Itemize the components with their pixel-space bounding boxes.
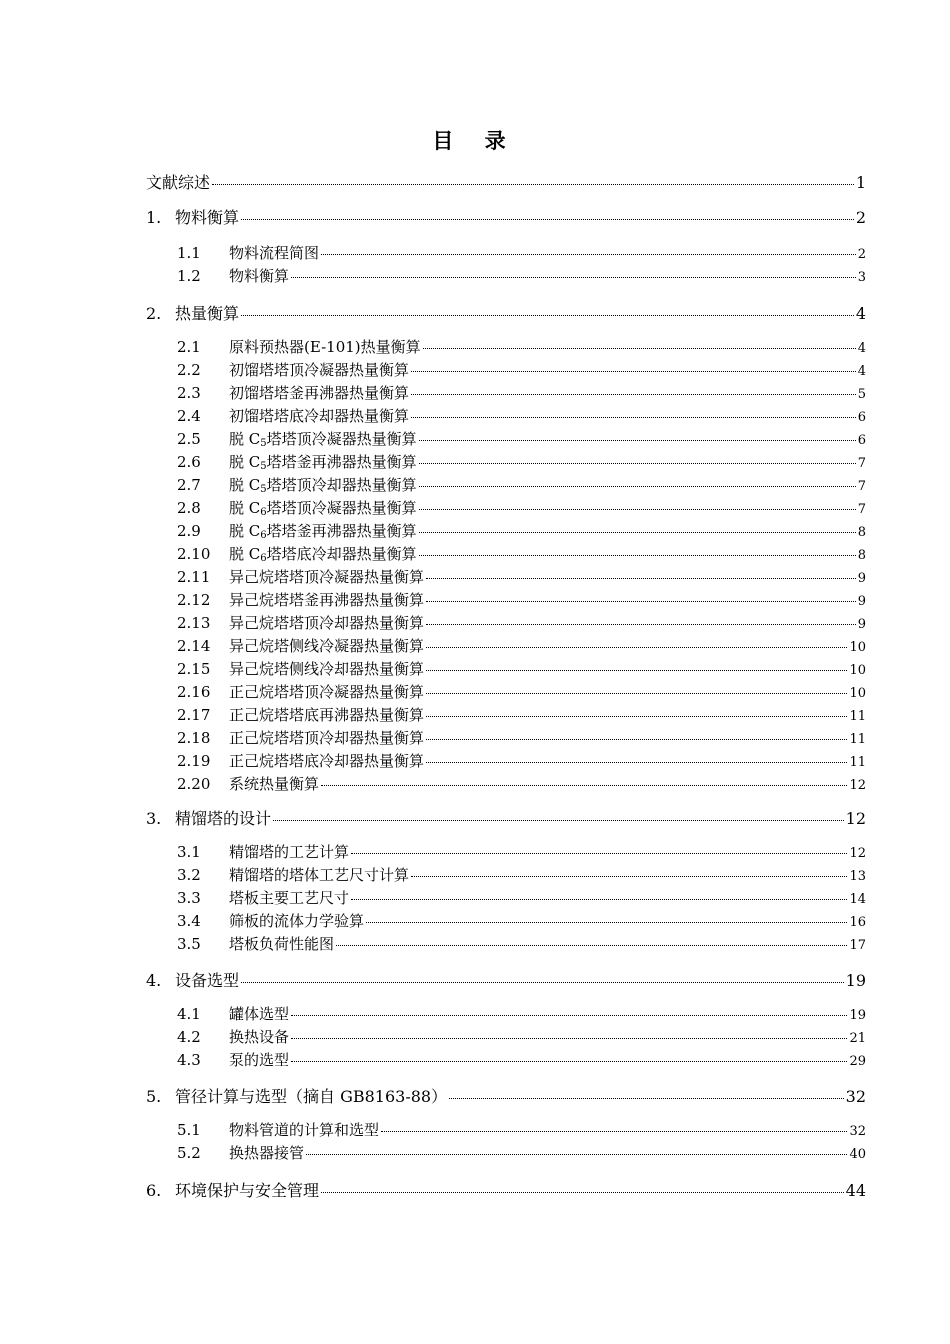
toc-number: 2.6 [177,453,201,471]
dot-leader [321,1192,844,1193]
toc-section[interactable] [177,1026,866,1047]
toc-page-number: 4 [855,304,866,323]
dot-leader [419,555,856,556]
toc-label: 脱 $C_6$塔塔顶冷凝器热量衡算 [229,499,417,518]
toc-page-number: 7 [857,456,866,471]
toc-label: 初馏塔塔顶冷凝器热量衡算 [229,361,410,379]
toc-label: 脱 $C_5$塔塔釜再沸器热量衡算 [229,453,417,472]
toc-number: 3.2 [177,866,201,884]
toc-number: 1. [146,208,162,227]
toc-page-number: 5 [857,387,866,402]
dot-leader [291,1061,847,1062]
dot-leader [426,624,856,625]
toc-number: 4.2 [177,1028,201,1046]
toc-number: 1.1 [177,244,201,262]
toc-label: 系统热量衡算 [229,775,320,793]
toc-chapter[interactable] [146,806,866,829]
toc-label: 筛板的流体力学验算 [229,912,365,930]
toc-section[interactable] [177,589,866,610]
toc-section[interactable] [177,336,866,357]
dot-leader [273,820,844,821]
toc-title: 目 录 [432,128,518,153]
toc-number: 4.3 [177,1051,201,1069]
dot-leader [366,922,847,923]
toc-label: 异己烷塔塔顶冷却器热量衡算 [229,614,425,632]
toc-page-number: 2 [855,208,866,227]
toc-page-number: 10 [849,663,866,678]
toc-label: 正己烷塔塔底冷却器热量衡算 [229,752,425,770]
dot-leader [291,277,856,278]
toc-page-number: 44 [845,1181,866,1200]
subscript: 6 [260,553,267,564]
toc-label: 物料衡算 [229,267,290,285]
toc-label: 热量衡算 [175,304,240,323]
toc-number: 2.18 [177,729,211,747]
toc-page-number: 10 [849,640,866,655]
toc-number: 2.7 [177,476,201,494]
dot-leader [419,509,856,510]
toc-section[interactable] [177,727,866,748]
toc-page-number: 12 [849,846,866,861]
toc-label: 罐体选型 [229,1005,290,1023]
toc-section[interactable] [177,265,866,286]
toc-number: 2.19 [177,752,211,770]
toc-number: 2.10 [177,545,211,563]
subscript: 5 [260,484,267,495]
subscript: 5 [260,461,267,472]
toc-label: 精馏塔的工艺计算 [229,843,350,861]
dot-leader [419,463,856,464]
toc-number: 4. [146,971,162,990]
toc-label: 物料衡算 [175,208,240,227]
toc-label: 物料流程简图 [229,244,320,262]
toc-page-number: 4 [857,341,866,356]
dot-leader [351,899,847,900]
dot-leader [306,1154,847,1155]
toc-label: 脱 $C_6$塔塔釜再沸器热量衡算 [229,522,417,541]
toc-section[interactable] [177,910,866,931]
toc-section[interactable] [177,658,866,679]
toc-chapter[interactable] [146,968,866,991]
dot-leader [449,1098,844,1099]
subscript: 5 [260,438,267,449]
subscript: 6 [260,507,267,518]
dot-leader [426,739,847,740]
toc-page-number: 19 [849,1008,866,1023]
dot-leader [419,532,856,533]
subscript: 6 [260,530,267,541]
dot-leader [426,670,847,671]
toc-label: 物料管道的计算和选型 [229,1121,380,1139]
toc-chapter[interactable] [146,1178,866,1201]
toc-number: 4.1 [177,1005,201,1023]
toc-section[interactable] [177,520,866,541]
toc-number: 2.5 [177,430,201,448]
toc-page-number: 32 [849,1124,866,1139]
dot-leader [426,578,856,579]
toc-label: 脱 $C_5$塔塔顶冷却器热量衡算 [229,476,417,495]
toc-number: 2.14 [177,637,211,655]
toc-label: 塔板负荷性能图 [229,935,335,953]
toc-section[interactable] [177,242,866,263]
dot-leader [291,1015,847,1016]
toc-number: 5. [146,1087,162,1106]
toc-label: 脱 $C_6$塔塔底冷却器热量衡算 [229,545,417,564]
toc-section[interactable] [177,841,866,862]
dot-leader [426,601,856,602]
dot-leader [241,219,854,220]
toc-page-number: 16 [849,915,866,930]
toc-section[interactable] [177,1119,866,1140]
toc-page-number: 9 [857,594,866,609]
dot-leader [336,945,847,946]
dot-leader [321,254,856,255]
toc-section[interactable] [177,1142,866,1163]
dot-leader [212,184,854,185]
toc-page-number: 13 [849,869,866,884]
toc-section[interactable] [177,1003,866,1024]
toc-number: 3.5 [177,935,201,953]
toc-label: 精馏塔的塔体工艺尺寸计算 [229,866,410,884]
toc-section[interactable] [177,543,866,564]
toc-chapter[interactable] [146,205,866,228]
toc-number: 1.2 [177,267,201,285]
toc-number: 3. [146,809,162,828]
toc-label: 正己烷塔塔顶冷凝器热量衡算 [229,683,425,701]
toc-section[interactable] [177,566,866,587]
dot-leader [411,371,856,372]
toc-label: 原料预热器(E-101)热量衡算 [229,338,421,356]
toc-label: 异己烷塔塔顶冷凝器热量衡算 [229,568,425,586]
toc-number: 2.8 [177,499,201,517]
toc-label: 异己烷塔侧线冷却器热量衡算 [229,660,425,678]
toc-label: 正己烷塔塔顶冷却器热量衡算 [229,729,425,747]
toc-number: 5.2 [177,1144,201,1162]
toc-page-number: 17 [849,938,866,953]
toc-section[interactable] [177,1049,866,1070]
toc-section[interactable] [177,428,866,449]
toc-label: 塔板主要工艺尺寸 [229,889,350,907]
toc-section[interactable] [177,612,866,633]
toc-page-number: 8 [857,525,866,540]
toc-page-number: 2 [857,247,866,262]
toc-number: 2.3 [177,384,201,402]
dot-leader [321,785,847,786]
toc-section[interactable] [177,451,866,472]
toc-number: 2.13 [177,614,211,632]
toc-label: 换热器接管 [229,1144,305,1162]
dot-leader [426,762,847,763]
toc-section[interactable] [177,382,866,403]
toc-number: 3.1 [177,843,201,861]
toc-label: 脱 $C_5$塔塔顶冷凝器热量衡算 [229,430,417,449]
toc-page-number: 9 [857,617,866,632]
dot-leader [423,348,856,349]
toc-label: 正己烷塔塔底再沸器热量衡算 [229,706,425,724]
dot-leader [291,1038,847,1039]
toc-section[interactable] [177,359,866,380]
toc-page-number: 4 [857,364,866,379]
toc-chapter[interactable] [146,1084,866,1107]
dot-leader [381,1131,847,1132]
toc-page-number: 40 [849,1147,866,1162]
dot-leader [241,982,844,983]
toc-section[interactable] [177,933,866,954]
toc-page-number: 7 [857,479,866,494]
toc-section[interactable] [177,474,866,495]
toc-label: 初馏塔塔底冷却器热量衡算 [229,407,410,425]
toc-page-number: 1 [855,173,866,192]
toc-page-number: 7 [857,502,866,517]
toc-page-number: 3 [857,270,866,285]
toc-page-number: 6 [857,433,866,448]
toc-number: 2.9 [177,522,201,540]
toc-label: 文献综述 [146,173,211,192]
toc-page-number: 6 [857,410,866,425]
toc-number: 2.11 [177,568,211,586]
toc-label: 泵的选型 [229,1051,290,1069]
toc-label: 设备选型 [175,971,240,990]
toc-chapter[interactable] [146,301,866,324]
toc-label: 异己烷塔侧线冷凝器热量衡算 [229,637,425,655]
toc-page-number: 12 [845,809,866,828]
dot-leader [411,417,856,418]
toc-section[interactable] [177,704,866,725]
toc-number: 2.20 [177,775,211,793]
dot-leader [426,693,847,694]
toc-section[interactable] [177,497,866,518]
toc-section[interactable] [177,635,866,656]
toc-number: 3.4 [177,912,201,930]
toc-section[interactable] [177,750,866,771]
toc-chapter[interactable] [146,170,866,193]
dot-leader [419,440,856,441]
toc-number: 2.15 [177,660,211,678]
toc-number: 2.1 [177,338,201,356]
toc-label: 换热设备 [229,1028,290,1046]
toc-number: 2. [146,304,162,323]
dot-leader [411,394,856,395]
toc-section[interactable] [177,864,866,885]
toc-number: 2.17 [177,706,211,724]
toc-label: 精馏塔的设计 [175,809,272,828]
dot-leader [411,876,847,877]
toc-page-number: 11 [849,755,866,770]
toc-page-number: 8 [857,548,866,563]
toc-page-number: 11 [849,709,866,724]
toc-page-number: 14 [849,892,866,907]
toc-section[interactable] [177,887,866,908]
toc-label: 初馏塔塔釜再沸器热量衡算 [229,384,410,402]
toc-page-number: 11 [849,732,866,747]
toc-page-number: 32 [845,1087,866,1106]
toc-number: 5.1 [177,1121,201,1139]
toc-page-number: 29 [849,1054,866,1069]
toc-number: 2.4 [177,407,201,425]
toc-label: 异己烷塔塔釜再沸器热量衡算 [229,591,425,609]
toc-number: 3.3 [177,889,201,907]
dot-leader [419,486,856,487]
toc-section[interactable] [177,681,866,702]
toc-number: 2.16 [177,683,211,701]
toc-page-number: 21 [849,1031,866,1046]
toc-section[interactable] [177,773,866,794]
dot-leader [426,647,847,648]
toc-page-number: 10 [849,686,866,701]
dot-leader [241,315,854,316]
toc-label: 管径计算与选型（摘自 GB8163-88） [175,1087,448,1106]
toc-page-number: 9 [857,571,866,586]
toc-number: 2.2 [177,361,201,379]
toc-label: 环境保护与安全管理 [175,1181,320,1200]
toc-number: 6. [146,1181,162,1200]
toc-page-number: 12 [849,778,866,793]
toc-page-number: 19 [845,971,866,990]
toc-number: 2.12 [177,591,211,609]
dot-leader [351,853,847,854]
dot-leader [426,716,847,717]
toc-section[interactable] [177,405,866,426]
